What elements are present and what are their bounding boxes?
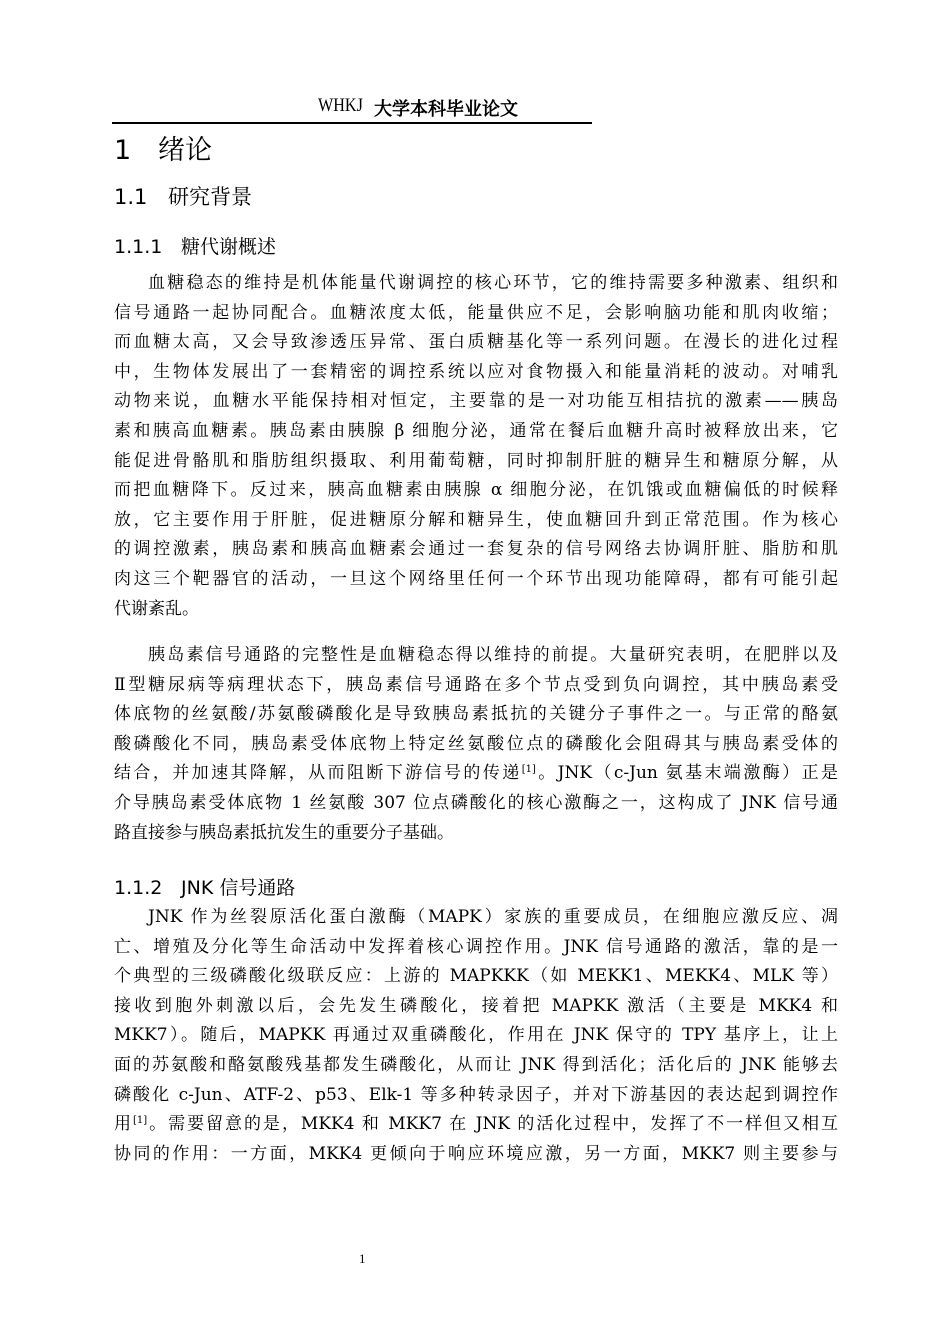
citation-link[interactable]: [1] bbox=[132, 1115, 148, 1127]
text-line: 亡、增殖及分化等生命活动中发挥着核心调控作用。JNK 信号通路的激活，靠的是一 bbox=[114, 936, 838, 957]
text-line: JNK 作为丝裂原活化蛋白激酶（MAPK）家族的重要成员，在细胞应激反应、凋 bbox=[148, 907, 838, 927]
subsection-heading bbox=[114, 232, 276, 259]
text-line: 协同的作用：一方面，MKK4 更倾向于响应环境应激，另一方面，MKK7 则主要参与 bbox=[114, 1143, 838, 1164]
text-line: 磷酸化 c-Jun、ATF-2、p53、Elk-1 等多种转录因子，并对下游基因的表达起到调控作 bbox=[114, 1084, 838, 1105]
text-line: 介导胰岛素受体底物 1 丝氨酸 307 位点磷酸化的核心激酶之一，这构成了 JNK 信号通 bbox=[114, 792, 838, 813]
chapter-title: 绪论 bbox=[158, 135, 212, 166]
text-line: 能促进骨骼肌和脂肪组织摄取、利用葡萄糖，同时抑制肝脏的糖异生和糖原分解，从 bbox=[114, 450, 838, 471]
text-line: 个典型的三级磷酸化级联反应：上游的 MAPKKK（如 MEKK1、MEKK4、MLK 等） bbox=[114, 966, 838, 987]
header-school: WHKJ bbox=[318, 95, 363, 116]
text-line: 肉这三个靶器官的活动，一旦这个网络里任何一个环节出现功能障碍，都有可能引起 bbox=[114, 568, 838, 589]
text-line: 动物来说，血糖水平能保持相对恒定，主要靠的是一对功能互相拮抗的激素——胰岛 bbox=[114, 391, 838, 412]
section-title: 研究背景 bbox=[168, 185, 252, 209]
text-line: 中，生物体发展出了一套精密的调控系统以应对食物摄入和能量消耗的波动。对哺乳 bbox=[114, 361, 838, 382]
page-number: 1 bbox=[359, 1251, 366, 1266]
header-title: 大学本科毕业论文 bbox=[374, 99, 518, 120]
section-number: 1.1 bbox=[114, 185, 148, 209]
subsection-heading bbox=[114, 873, 295, 900]
running-header bbox=[112, 92, 592, 124]
chapter-number: 1 bbox=[114, 135, 132, 166]
text-line: 酸磷酸化不同，胰岛素受体底物上特定丝氨酸位点的磷酸化会阻碍其与胰岛素受体的 bbox=[114, 733, 838, 754]
text-line: MKK7）。随后，MAPKK 再通过双重磷酸化，作用在 JNK 保守的 TPY 基序上，让上 bbox=[114, 1025, 838, 1046]
paragraph-insulin-signaling bbox=[114, 641, 838, 848]
text-line: 信号通路一起协同配合。血糖浓度太低，能量供应不足，会影响脑功能和肌肉收缩； bbox=[114, 302, 838, 323]
text-line: 而把血糖降下。反过来，胰高血糖素由胰腺 α 细胞分泌，在饥饿或血糖偏低的时候释 bbox=[114, 480, 838, 501]
citation-link[interactable]: [1] bbox=[521, 764, 536, 776]
text-segment: 。需要留意的是，MKK4 和 MKK7 在 JNK 的活化过程中，发挥了不一样但又相互 bbox=[147, 1114, 839, 1135]
paragraph-jnk-pathway bbox=[114, 903, 838, 1169]
text-segment: 。JNK（c-Jun 氨基末端激酶）正是 bbox=[535, 763, 839, 784]
text-segment: 用 bbox=[114, 1114, 133, 1135]
text-line: 面的苏氨酸和酪氨酸残基都发生磷酸化，从而让 JNK 得到活化；活化后的 JNK 能够去 bbox=[114, 1054, 838, 1075]
text-line: 代谢紊乱。 bbox=[114, 598, 199, 619]
subsection-title: JNK 信号通路 bbox=[181, 877, 296, 899]
text-line: 接收到胞外刺激以后，会先发生磷酸化，接着把 MAPKK 激活（主要是 MKK4 和 bbox=[114, 995, 838, 1016]
text-line: 素和胰高血糖素。胰岛素由胰腺 β 细胞分泌，通常在餐后血糖升高时被释放出来，它 bbox=[114, 420, 838, 441]
subsection-title: 糖代谢概述 bbox=[181, 236, 277, 258]
text-line-with-citation bbox=[114, 759, 838, 789]
chapter-heading bbox=[114, 128, 212, 167]
text-line: 的调控激素，胰岛素和胰高血糖素会通过一套复杂的信号网络去协调肝脏、脂肪和肌 bbox=[114, 539, 838, 560]
text-line: 体底物的丝氨酸/苏氨酸磷酸化是导致胰岛素抵抗的关键分子事件之一。与正常的酪氨 bbox=[114, 704, 838, 725]
subsection-number: 1.1.1 bbox=[114, 236, 163, 258]
text-line: 而血糖太高，又会导致渗透压异常、蛋白质糖基化等一系列问题。在漫长的进化过程 bbox=[114, 332, 838, 353]
paragraph-glucose-metabolism bbox=[114, 269, 838, 624]
text-line: 血糖稳态的维持是机体能量代谢调控的核心环节，它的维持需要多种激素、组织和 bbox=[148, 273, 838, 293]
subsection-number: 1.1.2 bbox=[114, 877, 163, 899]
text-segment: 结合，并加速其降解，从而阻断下游信号的传递 bbox=[114, 763, 522, 784]
text-line: 放，它主要作用于肝脏，促进糖原分解和糖异生，使血糖回升到正常范围。作为核心 bbox=[114, 509, 838, 530]
text-line: Ⅱ型糖尿病等病理状态下，胰岛素信号通路在多个节点受到负向调控，其中胰岛素受 bbox=[114, 674, 838, 695]
text-line: 路直接参与胰岛素抵抗发生的重要分子基础。 bbox=[114, 822, 454, 843]
section-heading bbox=[114, 181, 252, 211]
text-line: 胰岛素信号通路的完整性是血糖稳态得以维持的前提。大量研究表明，在肥胖以及 bbox=[148, 645, 838, 665]
text-line-with-citation bbox=[114, 1110, 838, 1140]
